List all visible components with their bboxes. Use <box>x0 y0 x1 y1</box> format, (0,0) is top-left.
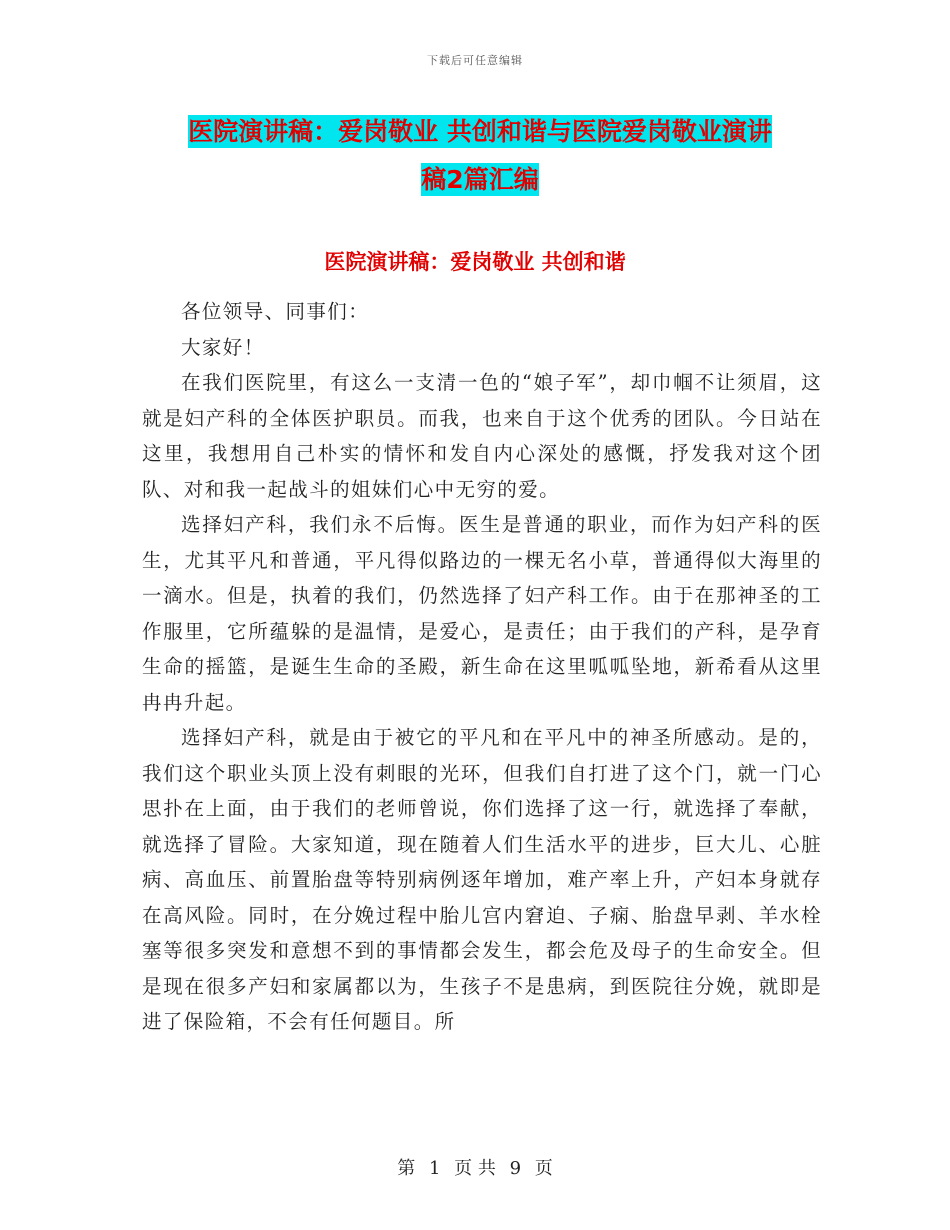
document-body <box>142 294 822 1040</box>
document-title-line-1: 医院演讲稿：爱岗敬业 共创和谐与医院爱岗敬业演讲 <box>188 117 772 146</box>
paragraph-salutation: 各位领导、同事们： <box>181 300 370 323</box>
page-header-note: 下载后可任意编辑 <box>427 54 523 67</box>
paragraph-greeting: 大家好！ <box>181 335 265 359</box>
page-label-suffix: 页 <box>534 1158 553 1179</box>
paragraph-3: 选择妇产科，就是由于被它的平凡和在平凡中的神圣所感动。是的，我们这个职业头顶上没有刺眼的光环，但我们自打进了这个门，就一门心思扑在上面，由于我们的老师曾说，你们选择了这一行，就选择了奉献，就选择了冒险。大家知道，现在随着人们生活水平的进步，巨大儿、心脏病、高血压、前置胎盘等特别病例逐年增加，难产率上升，产妇本身就存在高风险。同时，在分娩过程中胎儿宫内窘迫、子痫、胎盘早剥、羊水栓塞等很多突发和意想不到的事情都会发生，都会危及母子的生命安全。但是现在很多产妇和家属都以为，生孩子不是患病，到医院往分娩，就即是进了保险箱，不会有任何题目。所 <box>142 726 822 1033</box>
page-label-prefix: 第 <box>397 1158 416 1179</box>
document-title <box>140 108 820 204</box>
page-label-mid: 页 共 <box>454 1158 496 1179</box>
paragraph-1: 在我们医院里，有这么一支清一色的“娘子军”，却巾帼不让须眉，这就是妇产科的全体医护职员。而我，也来自于这个优秀的团队。今日站在这里，我想用自己朴实的情怀和发自内心深处的感慨，抒发我对这个团队、对和我一起战斗的姐妹们心中无穷的爱。 <box>142 371 822 501</box>
page-current-number: 1 <box>428 1158 441 1179</box>
page-footer <box>0 1154 950 1180</box>
page-total-number: 9 <box>509 1158 522 1179</box>
document-title-line-2: 稿2篇汇编 <box>421 165 539 194</box>
section-title: 医院演讲稿：爱岗敬业 共创和谐 <box>324 250 626 274</box>
paragraph-2: 选择妇产科，我们永不后悔。医生是普通的职业，而作为妇产科的医生，尤其平凡和普通，平凡得似路边的一棵无名小草，普通得似大海里的一滴水。但是，执着的我们，仍然选择了妇产科工作。由于在那神圣的工作服里，它所蕴躲的是温情，是爱心，是责任；由于我们的产科，是孕育生命的摇篮，是诞生生命的圣殿，新生命在这里呱呱坠地，新希看从这里冉冉升起。 <box>142 513 822 714</box>
